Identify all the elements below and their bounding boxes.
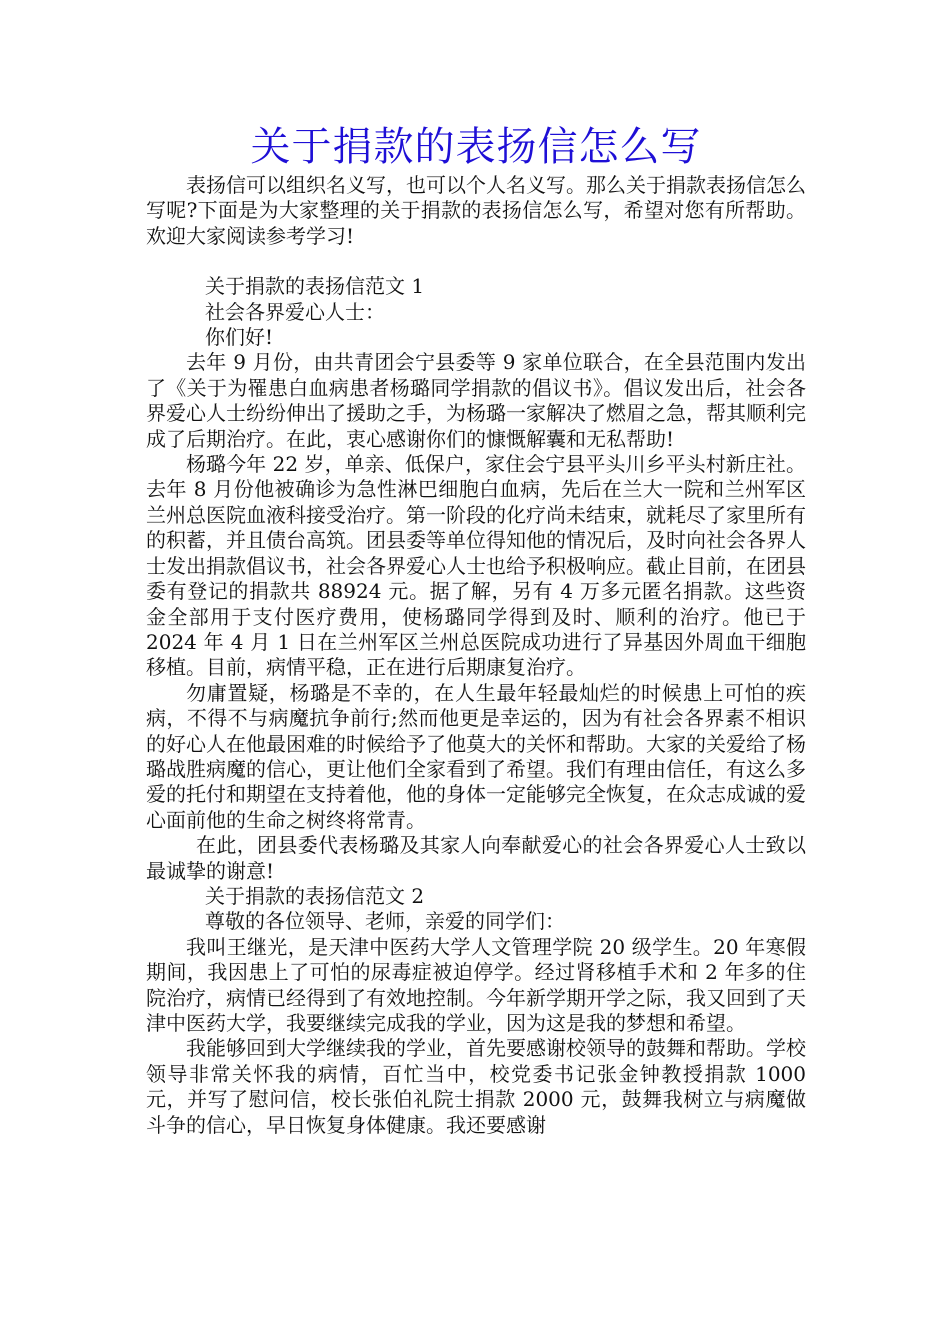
sample1-paragraph: 勿庸置疑，杨璐是不幸的，在人生最年轻最灿烂的时候患上可怕的疾病，不得不与病魔抗争前行;然而他更是幸运的，因为有社会各界素不相识的好心人在他最困难的时候给予了他莫大的关怀和帮助。大家的关爱给了杨璐战胜病魔的信心，更让他们全家看到了希望。我们有理由信任，有这么多爱的托付和期望在支持着他，他的身体一定能够完全恢复，在众志成诚的爱心面前他的生命之树终将常青。 xyxy=(146,680,806,832)
sample1-heading: 关于捐款的表扬信范文 1 xyxy=(205,274,425,299)
sample2-paragraph: 我能够回到大学继续我的学业，首先要感谢校领导的鼓舞和帮助。学校领导非常关怀我的病情，百忙当中，校党委书记张金钟教授捐款 1000 元，并写了慰问信，校长张伯礼院士捐款 2000 元，鼓舞我树立与病魔做斗争的信心，早日恢复身体健康。我还要感谢 xyxy=(146,1036,806,1137)
sample1-salutation: 社会各界爱心人士： xyxy=(205,299,385,324)
document-title: 关于捐款的表扬信怎么写 xyxy=(250,124,702,170)
sample1-paragraph: 杨璐今年 22 岁，单亲、低保户，家住会宁县平头川乡平头村新庄社。去年 8 月份他被确诊为急性淋巴细胞白血病，先后在兰大一院和兰州军区兰州总医院血液科接受治疗。第一阶段的化疗尚未结束，就耗尽了家里所有的积蓄，并且债台高筑。团县委等单位得知他的情况后，及时向社会各界人士发出捐款倡议书，社会各界爱心人士也给予积极响应。截止目前，在团县委有登记的捐款共 88924 元。据了解，另有 4 万多元匿名捐款。这些资金全部用于支付医疗费用，使杨璐同学得到及时、顺利的治疗。他已于 2024 年 4 月 1 日在兰州军区兰州总医院成功进行了异基因外周血干细胞移植。目前，病情平稳，正在进行后期康复治疗。 xyxy=(146,452,806,680)
sample2-salutation: 尊敬的各位领导、老师，亲爱的同学们： xyxy=(205,909,565,934)
sample2-paragraph: 我叫王继光，是天津中医药大学人文管理学院 20 级学生。20 年寒假期间，我因患上了可怕的尿毒症被迫停学。经过肾移植手术和 2 年多的住院治疗，病情已经得到了有效地控制。今年新学期开学之际，我又回到了天津中医药大学，我要继续完成我的学业，因为这是我的梦想和希望。 xyxy=(146,934,806,1035)
spacer xyxy=(146,249,806,274)
document-page xyxy=(146,0,806,1138)
sample1-greeting: 你们好! xyxy=(205,325,274,350)
sample1-paragraph: 去年 9 月份，由共青团会宁县委等 9 家单位联合，在全县范围内发出了《关于为罹患白血病患者杨璐同学捐款的倡议书》。倡议发出后，社会各界爱心人士纷纷伸出了援助之手，为杨璐一家解决了燃眉之急，帮其顺利完成了后期治疗。在此，衷心感谢你们的慷慨解囊和无私帮助! xyxy=(146,350,806,451)
sample2-heading: 关于捐款的表扬信范文 2 xyxy=(205,883,425,908)
sample1-closing: 在此，团县委代表杨璐及其家人向奉献爱心的社会各界爱心人士致以最诚挚的谢意! xyxy=(146,833,806,883)
intro-paragraph: 表扬信可以组织名义写，也可以个人名义写。那么关于捐款表扬信怎么写呢?下面是为大家整理的关于捐款的表扬信怎么写，希望对您有所帮助。欢迎大家阅读参考学习! xyxy=(146,173,806,248)
